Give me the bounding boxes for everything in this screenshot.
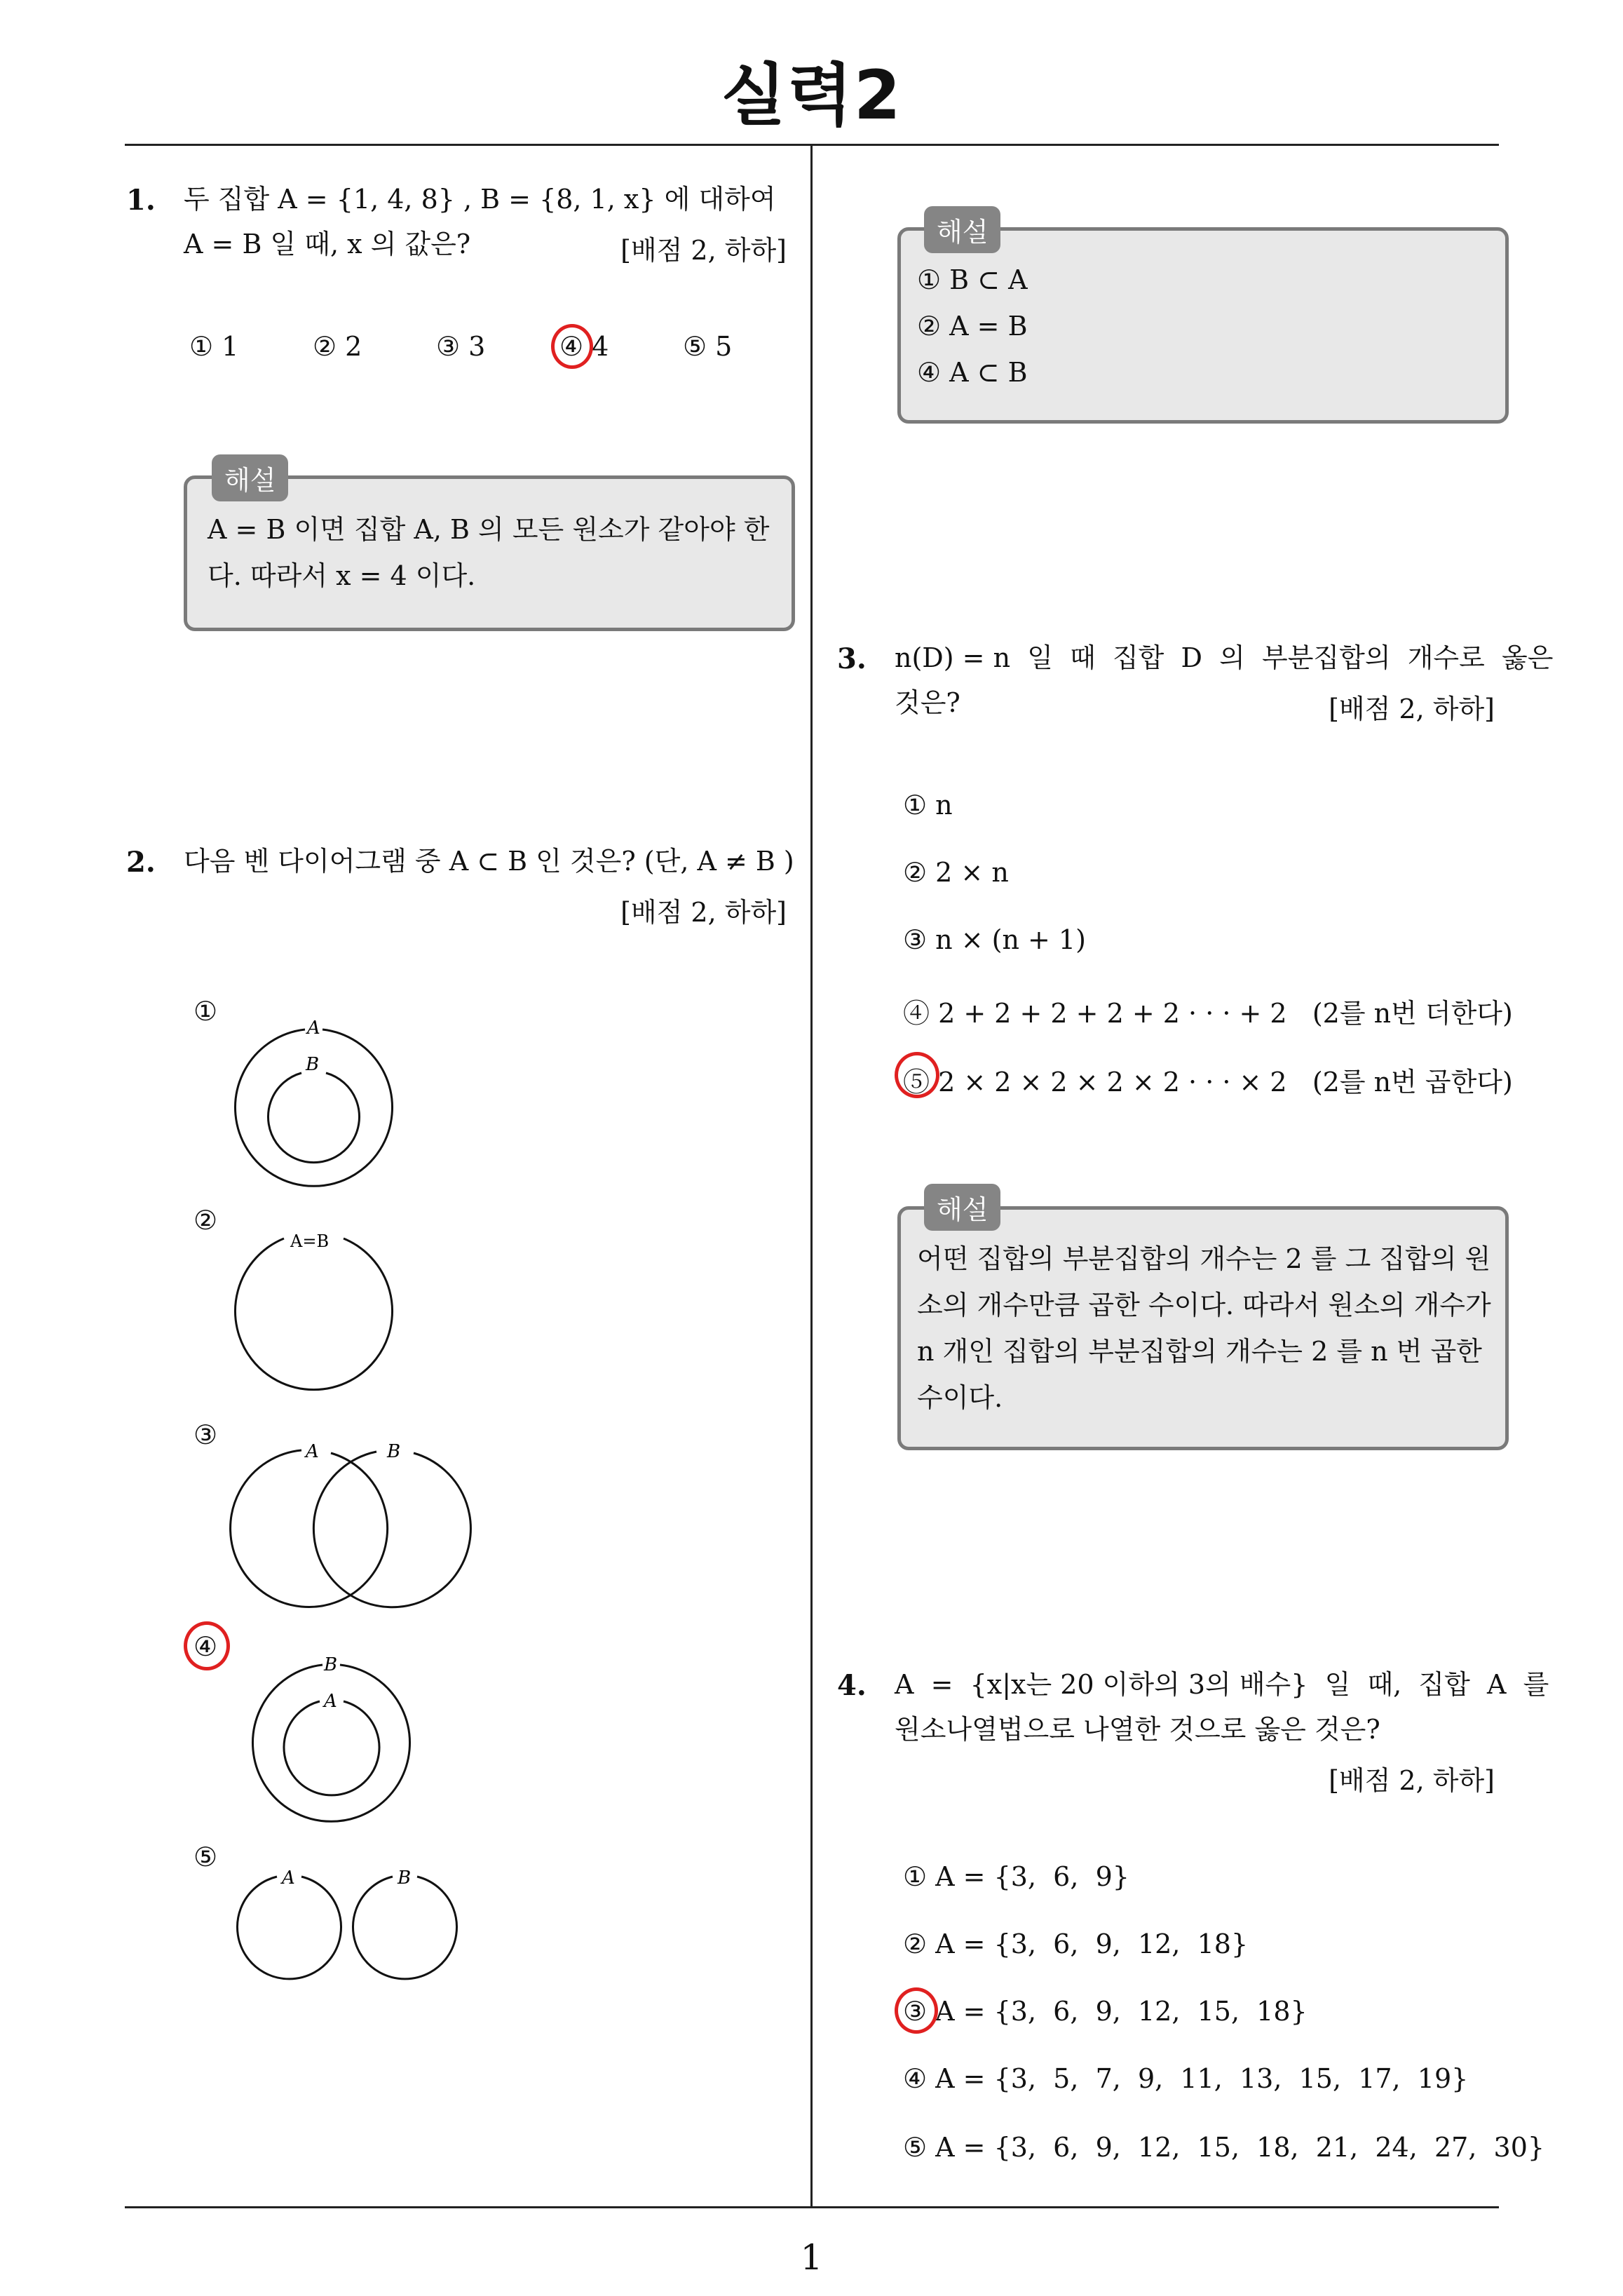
choice-2[interactable]: ② 2 × n	[903, 857, 1009, 888]
explanation-line: ④ A ⊂ B	[917, 357, 1028, 388]
choice-1[interactable]: ①	[193, 996, 218, 1027]
explanation-line: n 개인 집합의 부분집합의 개수는 2 를 n 번 곱한	[917, 1336, 1482, 1367]
question-number: 4.	[837, 1669, 867, 1702]
venn-2	[236, 1238, 393, 1390]
choice-5[interactable]: ⑤ 2 × 2 × 2 × 2 × 2 · · · × 2 (2를 n번 곱한다)	[903, 1067, 1513, 1098]
choice-1[interactable]: ① n	[903, 790, 953, 821]
choice-2[interactable]: ②	[193, 1205, 218, 1236]
explanation-line: A = B 이면 집합 A, B 의 모든 원소가 같아야 한	[208, 514, 770, 545]
explanation-line: 소의 개수만큼 곱한 수이다. 따라서 원소의 개수가	[917, 1290, 1491, 1321]
bottom-rule	[125, 2206, 1499, 2208]
answer-mark	[895, 1987, 938, 2034]
question-text-line: 다음 벤 다이어그램 중 A ⊂ B 인 것은? (단, A ≠ B )	[184, 846, 794, 877]
venn-label: A	[307, 1018, 320, 1039]
venn-label: B	[387, 1441, 401, 1462]
explanation-tag: 해설	[924, 1184, 1000, 1231]
choice-5[interactable]: ⑤ A = {3, 6, 9, 12, 15, 18, 21, 24, 27, 30}	[903, 2132, 1545, 2163]
choice-3[interactable]: ③ n × (n + 1)	[903, 924, 1086, 955]
venn-label: B	[324, 1654, 338, 1675]
explanation-line: 수이다.	[917, 1382, 1003, 1413]
question-text-line: 원소나열법으로 나열한 것으로 옳은 것은?	[895, 1714, 1380, 1745]
choice-3[interactable]: ③	[193, 1419, 218, 1450]
question-text-line: 것은?	[895, 687, 960, 718]
venn-label: A	[324, 1691, 337, 1712]
choice-1[interactable]: ① 1	[189, 331, 239, 362]
question-text-line: n(D) = n 일 때 집합 D 의 부분집합의 개수로 옳은	[895, 642, 1554, 673]
choice-5[interactable]: ⑤	[193, 1842, 218, 1872]
choice-4[interactable]: ④ 4	[559, 331, 609, 362]
choice-3[interactable]: ③ A = {3, 6, 9, 12, 15, 18}	[903, 1996, 1308, 2027]
venn-label: A=B	[290, 1231, 330, 1251]
venn-3	[231, 1450, 471, 1607]
venn-4	[252, 1665, 409, 1821]
page-title: 실력2	[721, 56, 902, 135]
answer-mark	[895, 1052, 939, 1098]
choice-2[interactable]: ② A = {3, 6, 9, 12, 18}	[903, 1929, 1249, 1959]
question-number: 2.	[126, 846, 156, 879]
venn-label: B	[306, 1054, 320, 1075]
column-divider	[810, 145, 813, 2207]
explanation-line: ① B ⊂ A	[917, 264, 1028, 295]
question-text-line: 두 집합 A = {1, 4, 8} , B = {8, 1, x} 에 대하여	[184, 184, 776, 215]
explanation-line: 다. 따라서 x = 4 이다.	[208, 560, 476, 591]
choice-4[interactable]: ④	[193, 1631, 218, 1662]
venn-label: A	[282, 1868, 295, 1889]
score-meta: [배점 2, 하하]	[1329, 1765, 1495, 1796]
venn-1	[236, 1029, 393, 1186]
score-meta: [배점 2, 하하]	[620, 897, 787, 928]
page-number: 1	[800, 2237, 823, 2278]
question-number: 3.	[837, 642, 867, 675]
question-text-line: A = B 일 때, x 의 값은?	[184, 229, 471, 259]
venn-diagrams	[0, 0, 806, 2174]
venn-label: A	[306, 1441, 319, 1462]
explanation-line: ② A = B	[917, 311, 1028, 342]
score-meta: [배점 2, 하하]	[1329, 694, 1495, 724]
choice-5[interactable]: ⑤ 5	[683, 331, 733, 362]
choice-1[interactable]: ① A = {3, 6, 9}	[903, 1861, 1129, 1892]
venn-label: B	[398, 1868, 412, 1889]
explanation-tag: 해설	[212, 454, 288, 501]
explanation-line: 어떤 집합의 부분집합의 개수는 2 를 그 집합의 원	[917, 1243, 1491, 1274]
choice-3[interactable]: ③ 3	[436, 331, 486, 362]
choice-2[interactable]: ② 2	[313, 331, 362, 362]
choice-4[interactable]: ④ 2 + 2 + 2 + 2 + 2 · · · + 2 (2를 n번 더한다)	[903, 998, 1513, 1029]
explanation-tag: 해설	[924, 206, 1000, 253]
score-meta: [배점 2, 하하]	[620, 235, 787, 266]
question-text-line: A = {x|x는 20 이하의 3의 배수} 일 때, 집합 A 를	[895, 1669, 1549, 1700]
venn-5	[238, 1877, 457, 1979]
question-number: 1.	[126, 184, 156, 217]
choice-4[interactable]: ④ A = {3, 5, 7, 9, 11, 13, 15, 17, 19}	[903, 2063, 1469, 2094]
